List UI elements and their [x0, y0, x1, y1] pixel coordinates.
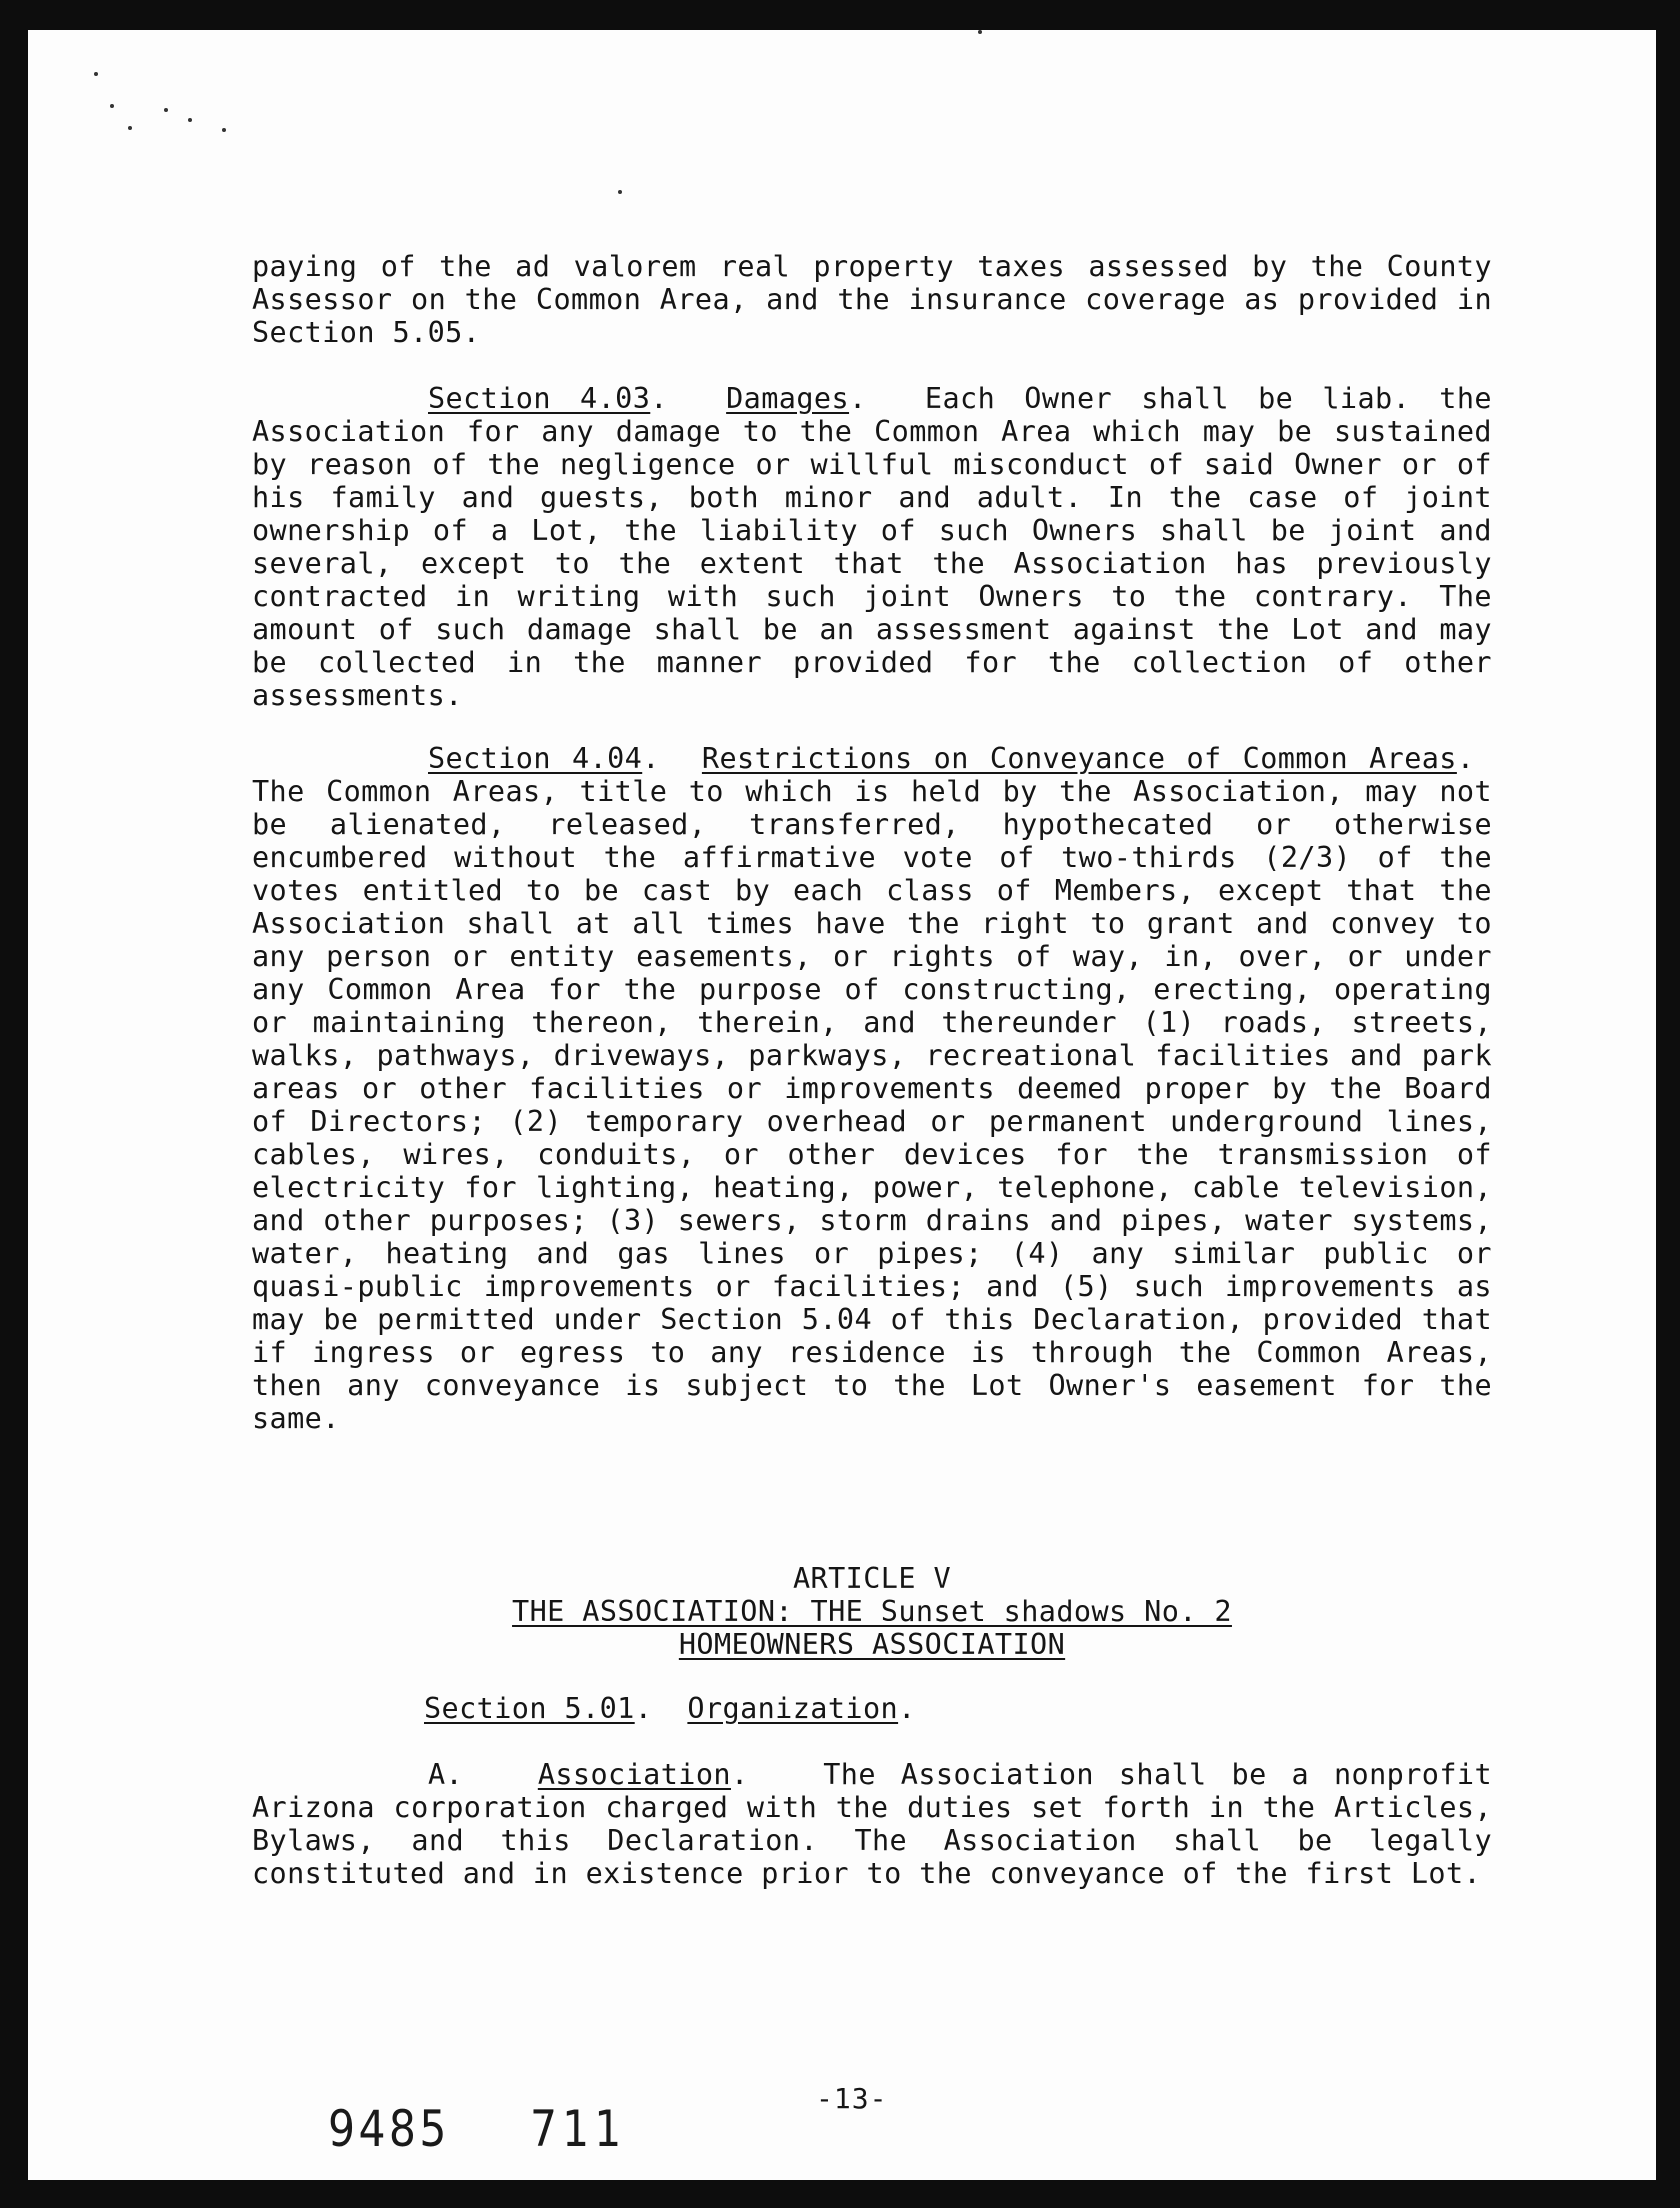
article-title-line-1 [252, 1595, 1492, 1628]
scan-speck [128, 126, 132, 130]
article-number: ARTICLE V [792, 1562, 952, 1595]
page-number: -13- [816, 2082, 888, 2115]
subsection-a-title: Association [537, 1758, 731, 1791]
subsection-a-paragraph: A. Association. The Association shall be a nonprofit Arizona corporation charged with the duties set forth in the Articles, Bylaws, and this Declaration. The Association shall be legally constituted and in existence prior to the conveyance of the first Lot. [252, 1758, 1492, 1890]
scan-speck [188, 118, 192, 122]
scan-speck [94, 72, 98, 76]
section-4-04-heading: Section 4.04 [428, 742, 643, 775]
section-4-04-paragraph: Section 4.04. Restrictions on Conveyance of Common Areas. The Common Areas, title to which is held by the Association, may not be alienated, released, transferred, hypothecated or otherwise encumbered without the affirmative vote of two-thirds (2/3) of the votes entitled to be cast by each class of Members, except that the Association shall at all times have the right to grant and convey to any person or entity easements, or rights of way, in, over, or under any Common Area for the purpose of constructing, erecting, operating or maintaining thereon, therein, and thereunder (1) roads, streets, walks, pathways, driveways, parkways, recreational facilities and park areas or other facilities or improvements deemed proper by the Board of Directors; (2) temporary overhead or permanent underground lines, cables, wires, conduits, or other devices for the transmission of electricity for lighting, heating, power, telephone, cable television, and other purposes; (3) sewers, storm drains and pipes, water systems, water, heating and gas lines or pipes; (4) any similar public or quasi-public improvements or facilities; and (5) such improvements as may be permitted under Section 5.04 of this Declaration, provided that if ingress or egress to any residence is through the Common Areas, then any conveyance is subject to the Lot Owner's easement for the same. [252, 742, 1492, 1435]
section-4-04-title: Restrictions on Conveyance of Common Areas [701, 742, 1457, 775]
scan-speck [222, 128, 226, 132]
article-title-line-2-text: HOMEOWNERS ASSOCIATION [678, 1628, 1066, 1661]
section-4-03-text: Each Owner shall be liab. the Association for any damage to the Common Area which may be sustained by reason of the negligence or willful misconduct of said Owner or of his family and guests, both minor and adult. In the case of joint ownership of a Lot, the liability of such Owners shall be joint and several, except to the extent that the Association has previously contracted in writing with such joint Owners to the contrary. The amount of such damage shall be an assessment against the Lot and may be collected in the manner provided for the collection of other assessments. [252, 382, 1492, 712]
article-title-line-1-text: THE ASSOCIATION: THE Sunset shadows No. 2 [512, 1595, 1232, 1628]
paragraph-continued-text: paying of the ad valorem real property taxes assessed by the County Assessor on the Common Area, and the insurance coverage as provided in Section 5.05. [252, 250, 1492, 349]
section-4-03-paragraph: Section 4.03. Damages. Each Owner shall be liab. the Association for any damage to the Common Area which may be sustained by reason of the negligence or willful misconduct of said Owner or of his family and guests, both minor and adult. In the case of joint ownership of a Lot, the liability of such Owners shall be joint and several, except to the extent that the Association has previously contracted in writing with such joint Owners to the contrary. The amount of such damage shall be an assessment against the Lot and may be collected in the manner provided for the collection of other assessments. [252, 382, 1492, 712]
subsection-a-text: The Association shall be a nonprofit Arizona corporation charged with the duties set forth in the Articles, Bylaws, and this Declaration. The Association shall be legally constituted and in existence prior to the conveyance of the first Lot. [252, 1758, 1492, 1890]
scan-border-left [0, 0, 28, 2208]
section-4-03-title: Damages [726, 382, 850, 415]
scan-border-top [0, 0, 1680, 30]
scan-border-right [1656, 0, 1680, 2208]
scan-speck [164, 108, 168, 112]
subsection-a-label: A. [428, 1758, 464, 1791]
scan-speck [110, 104, 114, 108]
article-title-line-2 [252, 1628, 1492, 1661]
scan-speck [978, 30, 982, 34]
section-4-03-heading: Section 4.03 [428, 382, 651, 415]
paragraph-continued [252, 250, 1492, 349]
scan-border-bottom [0, 2180, 1680, 2208]
docket-stamp-number: 9485 [328, 2100, 450, 2158]
scan-speck [618, 190, 622, 194]
section-5-01-title: Organization [687, 1692, 899, 1725]
section-5-01-heading-line: Section 5.01. Organization. [424, 1692, 916, 1725]
section-5-01-heading: Section 5.01 [424, 1692, 635, 1725]
section-4-04-text: The Common Areas, title to which is held by the Association, may not be alienated, released, transferred, hypothecated or otherwise encumbered without the affirmative vote of two-thirds (2/3) of the votes entitled to be cast by each class of Members, except that the Association shall at all times have the right to grant and convey to any person or entity easements, or rights of way, in, over, or under any Common Area for the purpose of constructing, erecting, operating or maintaining thereon, therein, and thereunder (1) roads, streets, walks, pathways, driveways, parkways, recreational facilities and park areas or other facilities or improvements deemed proper by the Board of Directors; (2) temporary overhead or permanent underground lines, cables, wires, conduits, or other devices for the transmission of electricity for lighting, heating, power, telephone, cable television, and other purposes; (3) sewers, storm drains and pipes, water systems, water, heating and gas lines or pipes; (4) any similar public or quasi-public improvements or facilities; and (5) such improvements as may be permitted under Section 5.04 of this Declaration, provided that if ingress or egress to any residence is through the Common Areas, then any conveyance is subject to the Lot Owner's easement for the same. [252, 775, 1492, 1435]
docket-stamp-page: 711 [530, 2100, 627, 2158]
